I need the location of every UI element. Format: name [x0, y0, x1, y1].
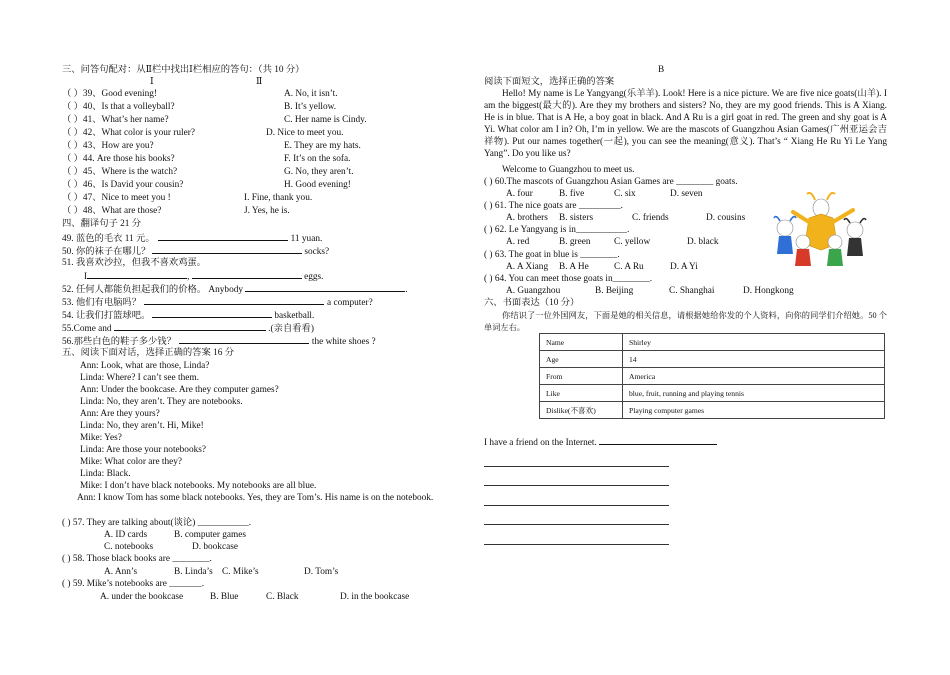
profile-table — [539, 333, 885, 419]
match-question: （ ）43、How are you? — [62, 141, 154, 151]
table-key: Age — [540, 351, 623, 368]
match-answer: J. Yes, he is. — [244, 206, 290, 216]
translation-51-blanks: I , eggs. — [84, 269, 323, 283]
match-question: （ ）41、What’s her name? — [62, 115, 169, 125]
writing-line[interactable] — [484, 505, 669, 506]
question-60: ( ) 60.The mascots of Guangzhou Asian Games are ________ goats. — [484, 177, 738, 187]
match-answer: A. No, it isn’t. — [284, 89, 338, 99]
option[interactable]: B. Beijing — [595, 286, 634, 296]
section-3-title: 三、问答句配对：从Ⅱ栏中找出Ⅰ栏相应的答句：（共 10 分） — [62, 65, 305, 75]
writing-line[interactable] — [484, 466, 669, 467]
table-row — [540, 368, 885, 385]
part-b-label: B — [658, 65, 665, 75]
option[interactable]: C. Shanghai — [669, 286, 715, 296]
translation-50: 50. 你的袜子在哪儿？ socks? — [62, 244, 329, 258]
dialogue-line: Ann: I know Tom has some black notebooks. Yes, they are Tom’s. His name is on the notebook. — [77, 493, 434, 503]
match-answer: E. They are my hats. — [284, 141, 361, 151]
option[interactable]: A. ID cards — [104, 530, 148, 540]
option[interactable]: C. six — [614, 189, 636, 199]
option[interactable]: C. A Ru — [614, 262, 644, 272]
option[interactable]: B. Linda’s — [174, 567, 213, 577]
match-question: （ ）46、Is David your cousin? — [62, 180, 184, 190]
option[interactable]: C. Black — [266, 592, 299, 602]
dialogue-line: Linda: Are those your notebooks? — [80, 445, 206, 455]
reading-passage: Hello! My name is Le Yangyang(乐羊羊). Look! Here is a nice picture. We are five nice goats(山羊). I am the biggest(最大的). Are they my brothers and sisters? No, they are my good friends. This is A Xiang. He is in blue. That is A He, a boy goat in black. And A Ru is a girl goat in red. The green and shy goat is A Yi. What color am I in? Oh, I’m in yellow. We are the mascots of Guangzhou Asian Games(广州亚运会吉祥物). Put our names together(一起), you can see the meaning(意义). That’s “ Xiang He Ru Yi Le Yang Yang”. Do you like us? — [484, 89, 887, 159]
asian-games-goats-illustration — [773, 188, 868, 270]
column-ii-label: Ⅱ — [256, 77, 263, 87]
answer-blank[interactable] — [192, 269, 302, 279]
option[interactable]: D. black — [687, 237, 719, 247]
option[interactable]: A. Guangzhou — [506, 286, 561, 296]
question-63: ( ) 63. The goat in blue is ________. — [484, 250, 620, 260]
writing-line[interactable] — [484, 524, 669, 525]
answer-blank[interactable] — [87, 269, 187, 279]
section-5-title: 五、阅读下面对话，选择正确的答案 16 分 — [62, 348, 234, 358]
section-4-title: 四、翻译句子 21 分 — [62, 219, 142, 229]
dialogue-line: Ann: Look, what are those, Linda? — [80, 361, 210, 371]
option[interactable]: D. in the bookcase — [340, 592, 410, 602]
option[interactable]: D. seven — [670, 189, 703, 199]
option[interactable]: A. under the bookcase — [100, 592, 184, 602]
dialogue-line: Mike: I don’t have black notebooks. My notebooks are all blue. — [80, 481, 317, 491]
option[interactable]: A. A Xiang — [506, 262, 549, 272]
match-question: （ ）42、What color is your ruler? — [62, 128, 195, 138]
table-row — [540, 385, 885, 402]
dialogue-line: Mike: Yes? — [80, 433, 122, 443]
match-answer: D. Nice to meet you. — [266, 128, 344, 138]
writing-prompt: I have a friend on the Internet. — [484, 435, 717, 449]
reading-welcome: Welcome to Guangzhou to meet us. — [502, 165, 635, 175]
option[interactable]: B. Blue — [210, 592, 239, 602]
option[interactable]: C. notebooks — [104, 542, 154, 552]
dialogue-line: Linda: Where? I can’t see them. — [80, 373, 199, 383]
translation-55: 55.Come and .(亲自看看) — [62, 321, 314, 335]
table-key: From — [540, 368, 623, 385]
answer-blank[interactable] — [152, 244, 302, 254]
section-6-description: 你结识了一位外国网友，下面是她的相关信息，请根据她给你发的个人资料，向你的同学们介绍她。50 个单词左右。 — [484, 311, 887, 332]
option[interactable]: C. friends — [632, 213, 669, 223]
match-question: （ ）45、Where is the watch? — [62, 167, 178, 177]
question-62: ( ) 62. Le Yangyang is in___________. — [484, 225, 630, 235]
match-question: （ ）39、Good evening! — [62, 89, 158, 99]
goat-icon — [844, 219, 866, 256]
table-key: Name — [540, 334, 623, 351]
answer-blank[interactable] — [152, 308, 272, 318]
question-57: ( ) 57. They are talking about(谈论) ___________. — [62, 518, 252, 528]
table-value: blue, fruit, running and playing tennis — [623, 385, 885, 402]
match-question: （ ）40、Is that a volleyball? — [62, 102, 175, 112]
dialogue-line: Ann: Under the bookcase. Are they computer games? — [80, 385, 279, 395]
match-answer: C. Her name is Cindy. — [284, 115, 367, 125]
option[interactable]: B. five — [559, 189, 585, 199]
option[interactable]: D. bookcase — [192, 542, 238, 552]
answer-blank[interactable] — [114, 321, 266, 331]
translation-56: 56.那些白色的鞋子多少钱？ the white shoes ? — [62, 334, 376, 348]
table-row — [540, 402, 885, 419]
table-value: America — [623, 368, 885, 385]
dialogue-line: Linda: Black. — [80, 469, 131, 479]
match-answer: G. No, they aren’t. — [284, 167, 354, 177]
match-answer: I. Fine, thank you. — [244, 193, 313, 203]
reading-title: 阅读下面短文，选择正确的答案 — [484, 77, 615, 87]
table-value: 14 — [623, 351, 885, 368]
answer-blank[interactable] — [144, 295, 324, 305]
table-row — [540, 351, 885, 368]
option[interactable]: C. Mike’s — [222, 567, 259, 577]
answer-blank[interactable] — [245, 282, 405, 292]
option[interactable]: A. four — [506, 189, 533, 199]
dialogue-line: Ann: Are they yours? — [80, 409, 160, 419]
option[interactable]: A. Ann’s — [104, 567, 138, 577]
column-i-label: Ⅰ — [150, 77, 154, 87]
translation-49: 49. 蓝色的毛衣 11 元。 11 yuan. — [62, 231, 322, 245]
match-question: （ ）47、Nice to meet you ! — [62, 193, 171, 203]
option[interactable]: B. green — [559, 237, 591, 247]
option[interactable]: A. brothers — [506, 213, 548, 223]
option[interactable]: D. A Yi — [670, 262, 698, 272]
option[interactable]: D. Tom’s — [304, 567, 339, 577]
match-answer: H. Good evening! — [284, 180, 351, 190]
writing-line[interactable] — [484, 544, 669, 545]
match-answer: B. It’s yellow. — [284, 102, 337, 112]
match-question: （ ）44. Are those his books? — [62, 154, 175, 164]
translation-53: 53. 他们有电脑吗？ a computer? — [62, 295, 373, 309]
dialogue-line: Linda: No, they aren’t. Hi, Mike! — [80, 421, 204, 431]
goat-icon — [774, 217, 796, 254]
answer-blank[interactable] — [158, 231, 288, 241]
dialogue-line: Mike: What color are they? — [80, 457, 183, 467]
table-row — [540, 334, 885, 351]
writing-blank[interactable] — [599, 435, 717, 445]
translation-54: 54. 让我们打篮球吧。 basketball. — [62, 308, 314, 322]
goat-icon — [827, 235, 843, 266]
goat-icon — [795, 235, 811, 266]
translation-52: 52. 任何人都能负担起我们的价格。 Anybody . — [62, 282, 408, 296]
question-61: ( ) 61. The nice goats are _________. — [484, 201, 623, 211]
option[interactable]: C. yellow — [614, 237, 651, 247]
match-question: （ ）48、What are those? — [62, 206, 162, 216]
option[interactable]: A. red — [506, 237, 530, 247]
translation-51: 51. 我喜欢沙拉，但我不喜欢鸡蛋。 — [62, 258, 207, 268]
answer-blank[interactable] — [179, 334, 309, 344]
table-key: Like — [540, 385, 623, 402]
option[interactable]: B. sisters — [559, 213, 594, 223]
table-key: Dislike(不喜欢) — [540, 402, 623, 419]
option[interactable]: B. A He — [559, 262, 589, 272]
dialogue-line: Linda: No, they aren’t. They are notebooks. — [80, 397, 243, 407]
question-58: ( ) 58. Those black books are ________. — [62, 554, 212, 564]
match-answer: F. It’s on the sofa. — [284, 154, 351, 164]
question-59: ( ) 59. Mike’s notebooks are _______. — [62, 579, 205, 589]
question-64: ( ) 64. You can meet those goats in________. — [484, 274, 653, 284]
section-6-title: 六、书面表达（10 分） — [484, 298, 580, 308]
table-value: Shirley — [623, 334, 885, 351]
option[interactable]: B. computer games — [174, 530, 247, 540]
writing-line[interactable] — [484, 485, 669, 486]
option[interactable]: D. Hongkong — [743, 286, 794, 296]
table-value: Playing computer games — [623, 402, 885, 419]
option[interactable]: D. cousins — [706, 213, 746, 223]
